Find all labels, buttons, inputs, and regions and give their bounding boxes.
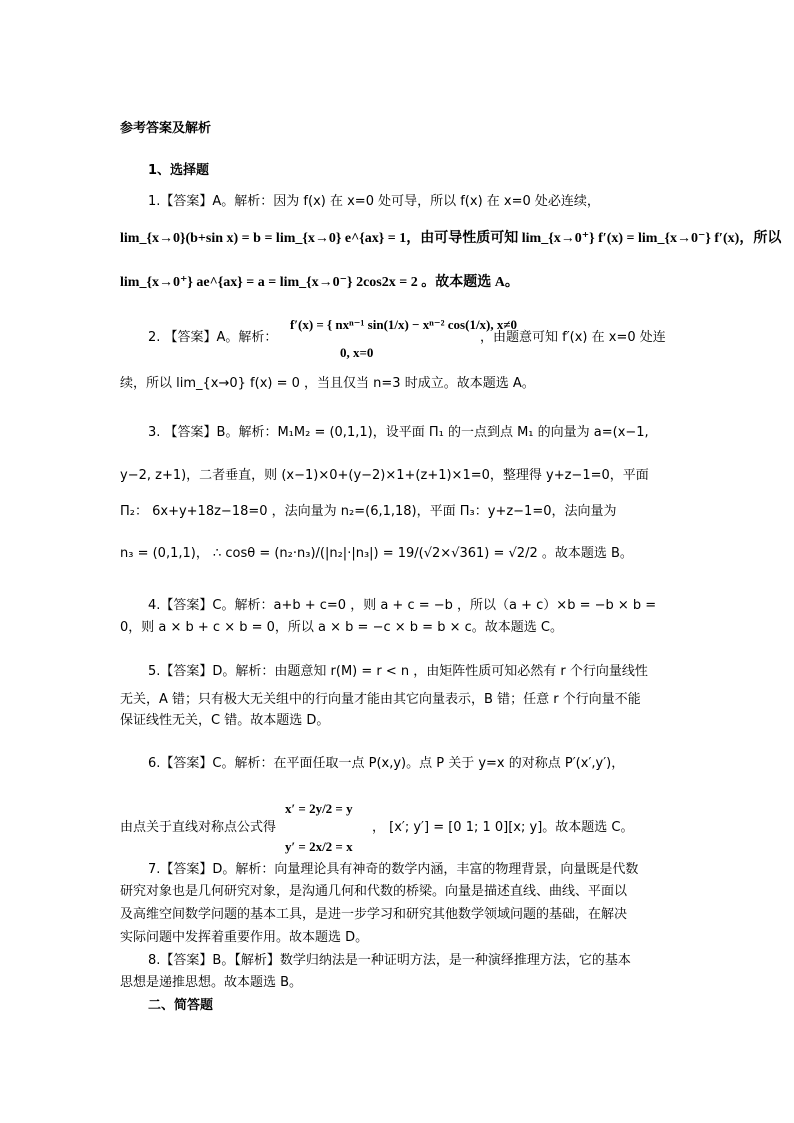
- doc-title: 参考答案及解析: [120, 121, 212, 136]
- q3-line4: n₃ = (0,1,1)， ∴ cosθ = (n₂·n₃)/(|n₂|·|n₃|) = 19/(√2×√361) = √2/2 。故本题选 B。: [120, 546, 633, 561]
- q1-line3: lim_{x→0⁺} ae^{ax} = a = lim_{x→0⁻} 2cos2x = 2 。故本题选 A。: [120, 275, 519, 290]
- q3-line1: 3. 【答案】B。解析：M₁M₂ = (0,1,1)，设平面 Π₁ 的一点到点 M₁ 的向量为 a=(x−1,: [148, 425, 649, 440]
- q2-line2: 续，所以 lim_{x→0} f(x) = 0 ，当且仅当 n=3 时成立。故本题选 A。: [120, 376, 535, 391]
- q7-line4: 实际问题中发挥着重要作用。故本题选 D。: [120, 930, 369, 945]
- q3-line3: Π₂： 6x+y+18z−18=0 ，法向量为 n₂=(6,1,18)，平面 Π₃：y+z−1=0，法向量为: [120, 504, 617, 519]
- q5-line3: 保证线性无关，C 错。故本题选 D。: [120, 713, 330, 728]
- q2-piecewise-2: 0, x=0: [340, 345, 374, 360]
- section-heading-short-answer: 二、简答题: [148, 998, 214, 1013]
- q6-line2-label: 由点关于直线对称点公式得: [120, 820, 277, 835]
- q2-line1-tail: ，由题意可知 f′(x) 在 x=0 处连: [480, 330, 666, 345]
- q2-piecewise-1: f′(x) = { nxⁿ⁻¹ sin(1/x) − xⁿ⁻² cos(1/x), x≠0: [290, 317, 518, 332]
- q4-line1: 4.【答案】C。解析：a+b + c=0 ，则 a + c = −b ，所以（a + c）×b = −b × b =: [148, 598, 657, 613]
- q6-system-2: y′ = 2x/2 = x: [285, 839, 353, 854]
- q5-line2: 无关，A 错；只有极大无关组中的行向量才能由其它向量表示，B 错；任意 r 个行向量不能: [120, 692, 641, 707]
- q8-line2: 思想是递推思想。故本题选 B。: [120, 975, 303, 990]
- q6-system-1: x′ = 2y/2 = y: [285, 801, 353, 816]
- section-heading-choice: 1、选择题: [148, 163, 210, 178]
- q7-line3: 及高维空间数学问题的基本工具，是进一步学习和研究其他数学领域问题的基础，在解决: [120, 907, 628, 922]
- q1-line1: 1.【答案】A。解析：因为 f(x) 在 x=0 处可导，所以 f(x) 在 x=0 处必连续，: [148, 194, 600, 209]
- q7-line1: 7.【答案】D。解析：向量理论具有神奇的数学内涵，丰富的物理背景，向量既是代数: [148, 862, 639, 877]
- q8-line1: 8.【答案】B。【解析】数学归纳法是一种证明方法，是一种演绎推理方法，它的基本: [148, 953, 631, 968]
- q6-matrix-result: ， [x′; y′] = [0 1; 1 0][x; y]。故本题选 C。: [372, 820, 634, 835]
- q4-line2: 0，则 a × b + c × b = 0，所以 a × b = −c × b = b × c。故本题选 C。: [120, 620, 563, 635]
- q1-line2: lim_{x→0}(b+sin x) = b = lim_{x→0} e^{ax} = 1，由可导性质可知 lim_{x→0⁺} f′(x) = lim_{x→0⁻} f′(x)，所以: [120, 231, 782, 246]
- q2-label: 2. 【答案】A。解析：: [148, 330, 278, 345]
- q6-line1: 6.【答案】C。解析：在平面任取一点 P(x,y)。点 P 关于 y=x 的对称点 P′(x′,y′)，: [148, 756, 625, 771]
- q5-line1: 5.【答案】D。解析：由题意知 r(M) = r < n ，由矩阵性质可知必然有 r 个行向量线性: [148, 664, 648, 679]
- q3-line2: y−2, z+1)，二者垂直，则 (x−1)×0+(y−2)×1+(z+1)×1=0，整理得 y+z−1=0，平面: [120, 468, 649, 483]
- q7-line2: 研究对象也是几何研究对象，是沟通几何和代数的桥梁。向量是描述直线、曲线、平面以: [120, 884, 628, 899]
